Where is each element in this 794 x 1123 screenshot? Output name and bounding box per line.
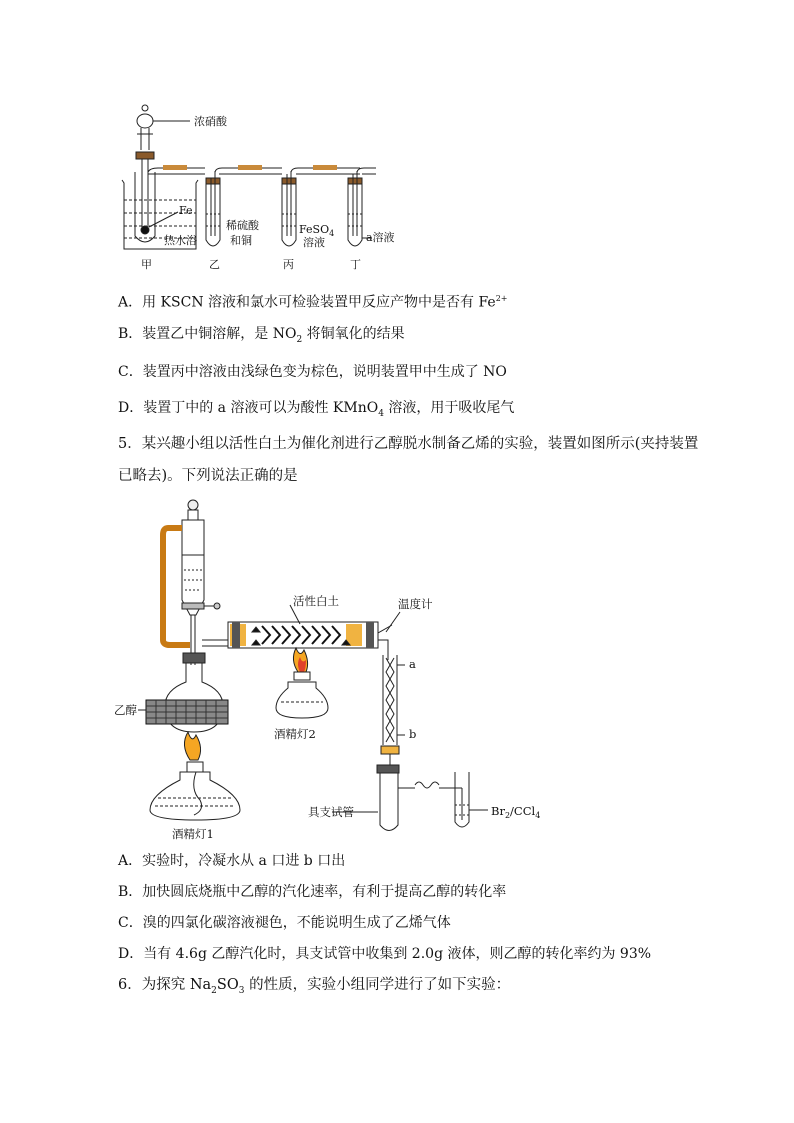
label-and-copper: 和铜 — [230, 234, 252, 247]
q6-stem: 6．为探究 $Na_2SO_3$ 的性质，实验小组同学进行了如下实验： — [118, 977, 511, 996]
label-a-solution: a溶液 — [366, 231, 395, 244]
q5-option-b: B．加快圆底烧瓶中乙醇的汽化速率，有利于提高乙醇的转化率 — [118, 884, 507, 900]
label-conc-nitric-acid: 浓硝酸 — [194, 115, 227, 128]
q5-option-d: D．当有 4.6g 乙醇汽化时，具支试管中收集到 2.0g 液体，则乙醇的转化率约为 93% — [118, 946, 652, 962]
q4-option-b: B．装置乙中铜溶解，是 $NO_2$ 将铜氧化的结果 — [118, 326, 405, 345]
label-yi: 乙 — [209, 258, 220, 271]
q4-option-c: C．装置丙中溶液由浅绿色变为棕色，说明装置甲中生成了 NO — [118, 364, 507, 380]
label-alcohol-lamp-2: 酒精灯2 — [274, 727, 316, 741]
label-dilute-h2so4: 稀硫酸 — [226, 219, 259, 232]
q5-stem-line-1: 5．某兴趣小组以活性白土为催化剂进行乙醇脱水制备乙烯的实验，装置如图所示(夹持装置 — [118, 436, 699, 452]
label-thermometer: 温度计 — [398, 597, 433, 611]
label-br2-ccl4: $Br_2/CCl_4$ — [491, 804, 541, 820]
q4-option-a: A．用 KSCN 溶液和氯水可检验装置甲反应产物中是否有 $Fe^{2+}$ — [118, 294, 508, 311]
label-port-a: a — [409, 657, 416, 671]
label-fe: Fe — [179, 204, 193, 217]
label-feso4: FeSO$_4$ — [299, 223, 335, 238]
label-hot-water-bath: 热水浴 — [164, 234, 197, 247]
q5-option-a: A．实验时，冷凝水从 a 口进 b 口出 — [118, 853, 346, 869]
label-alcohol-lamp-1: 酒精灯1 — [172, 827, 214, 841]
q5-option-c: C．溴的四氯化碳溶液褪色，不能说明生成了乙烯气体 — [118, 915, 451, 931]
label-ding: 丁 — [350, 258, 361, 271]
label-bing: 丙 — [283, 258, 294, 271]
label-branch-tube: 具支试管 — [308, 805, 354, 819]
label-activated-clay: 活性白土 — [293, 594, 339, 608]
label-solution: 溶液 — [303, 236, 325, 249]
label-ethanol: 乙醇 — [114, 703, 137, 717]
q5-stem-line-2: 已略去)。下列说法正确的是 — [118, 468, 298, 484]
q4-option-d: D．装置丁中的 a 溶液可以为酸性 KMnO$_4$ 溶液，用于吸收尾气 — [118, 400, 515, 419]
label-port-b: b — [409, 727, 417, 741]
label-jia: 甲 — [141, 258, 152, 271]
